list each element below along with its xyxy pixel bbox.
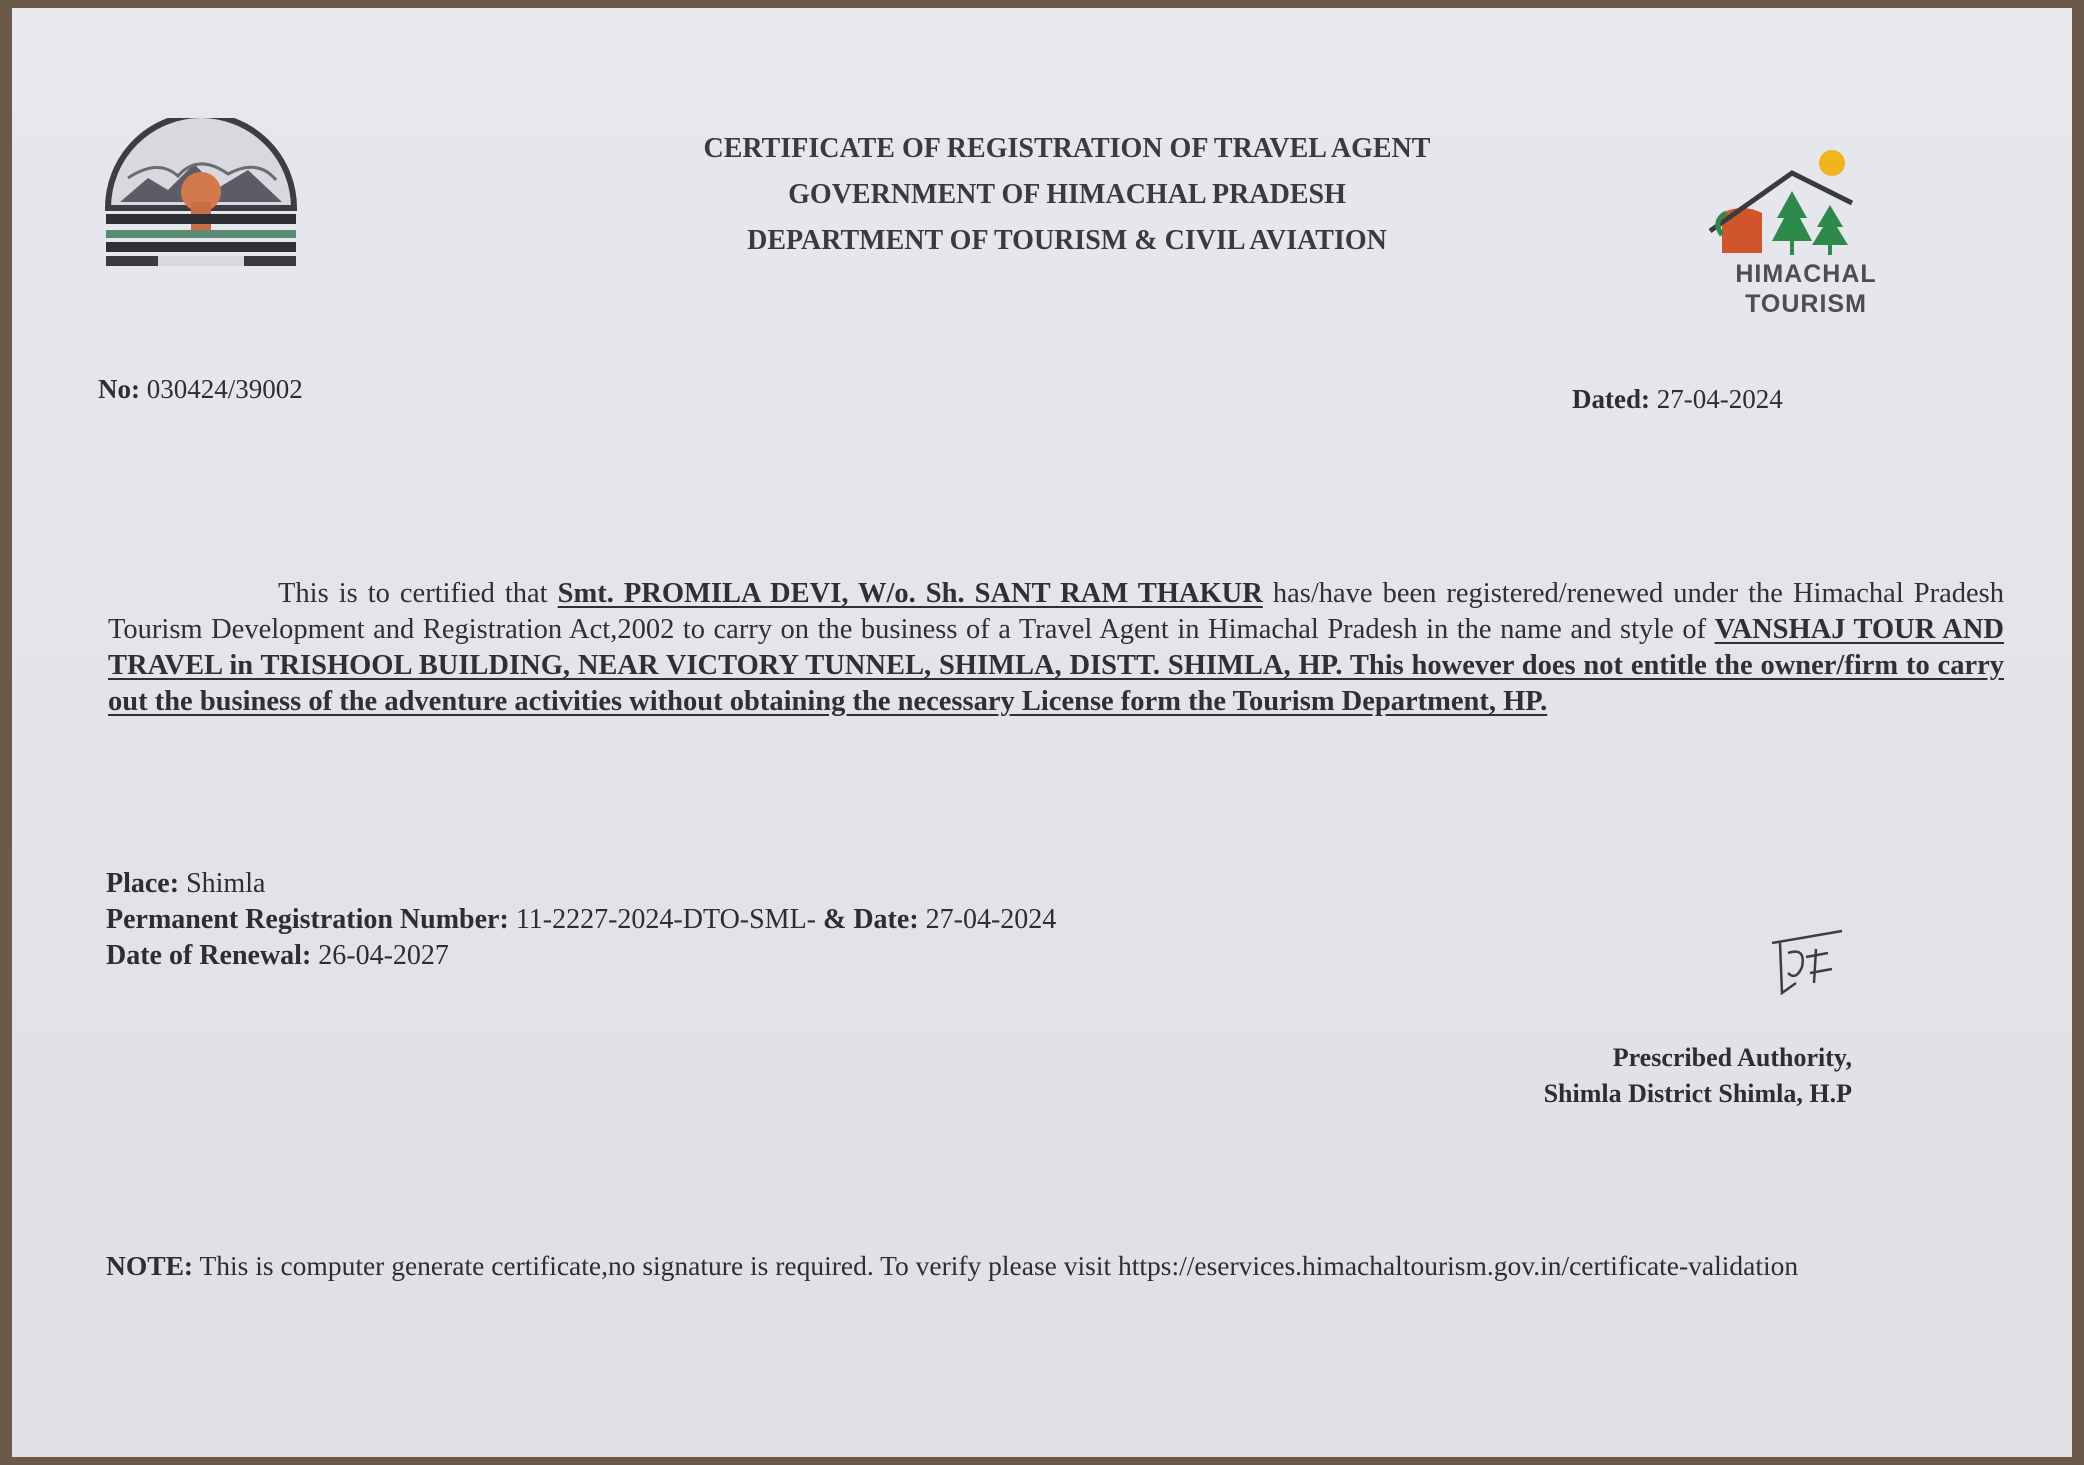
header-government: GOVERNMENT OF HIMACHAL PRADESH — [788, 179, 1346, 210]
place-row — [106, 866, 1056, 902]
certificate-date-label: Dated: — [1572, 384, 1650, 414]
certificate-date-value: 27-04-2024 — [1656, 384, 1783, 414]
registration-date-label: & Date: — [823, 904, 919, 935]
registration-number-value: 11-2227-2024-DTO-SML- — [515, 904, 817, 935]
body-intro: This is to certified that — [278, 578, 548, 609]
registration-number-row — [106, 902, 1056, 938]
logo-text-tourism: TOURISM — [1745, 290, 1867, 318]
body-mid: has/have been registered/renewed under the Himachal Pradesh Tourism Development and Registration Act,2002 to carry on the business of a Travel Agent in Himachal Pradesh in the name and style of — [108, 578, 2005, 645]
signature-icon — [1762, 923, 1852, 1013]
renewal-label: Date of Renewal: — [106, 940, 312, 971]
place-value: Shimla — [186, 868, 266, 899]
registration-number-label: Permanent Registration Number: — [106, 904, 509, 935]
place-label: Place: — [106, 868, 180, 899]
header-department: DEPARTMENT OF TOURISM & CIVIL AVIATION — [747, 225, 1387, 256]
authority-district: Shimla District Shimla, H.P — [1543, 1079, 1852, 1108]
holder-name: Smt. PROMILA DEVI, W/o. Sh. SANT RAM THAKUR — [557, 578, 1263, 609]
note-label: NOTE: — [106, 1250, 194, 1281]
certificate-header — [532, 126, 1602, 264]
authority-title: Prescribed Authority, — [1612, 1043, 1852, 1072]
prescribed-authority — [1452, 1040, 1852, 1112]
logo-text-himachal: HIMACHAL — [1735, 260, 1877, 288]
certificate-body — [108, 576, 2004, 720]
renewal-value: 26-04-2027 — [318, 940, 449, 971]
certificate-number — [98, 374, 303, 405]
note-text: This is computer generate certificate,no signature is required. To verify please visit https://eservices.himachaltourism.gov.in/certificate-validation — [199, 1250, 1799, 1281]
himachal-state-emblem-icon — [98, 118, 304, 268]
header-title: CERTIFICATE OF REGISTRATION OF TRAVEL AGENT — [703, 133, 1431, 164]
certificate-date — [1572, 384, 1783, 415]
firm-and-terms: VANSHAJ TOUR AND TRAVEL in TRISHOOL BUILDING, NEAR VICTORY TUNNEL, SHIMLA, DISTT. SHIMLA, HP. This however does not entitle the owner/firm to carry out the business of the adventure activities without obtaining the necessary License form the Tourism Department, HP. — [108, 614, 2005, 717]
registration-info — [106, 866, 1056, 974]
certificate-number-label: No: — [98, 374, 140, 404]
registration-date-value: 27-04-2024 — [925, 904, 1057, 935]
verification-note — [106, 1250, 1798, 1282]
certificate-page — [12, 8, 2072, 1457]
certificate-number-value: 030424/39002 — [146, 374, 303, 404]
himachal-tourism-logo-icon — [1702, 143, 1912, 263]
renewal-row — [106, 938, 1056, 974]
